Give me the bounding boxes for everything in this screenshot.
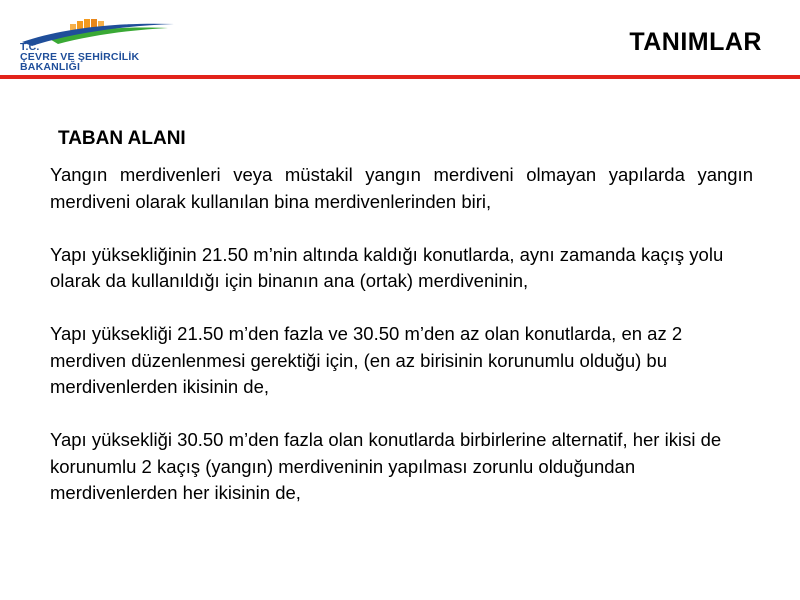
section-heading: TABAN ALANI	[58, 128, 186, 149]
ministry-name	[20, 42, 139, 72]
logo-line-1: T.C.	[20, 41, 40, 53]
logo-line-2: ÇEVRE VE ŞEHİRCİLİK	[20, 51, 140, 63]
title-divider	[0, 75, 800, 79]
page-title: TANIMLAR	[629, 28, 762, 56]
logo-line-3: BAKANLIĞI	[20, 61, 81, 73]
paragraph-1: Yangın merdivenleri veya müstakil yangın merdiveni olmayan yapılarda yangın merdiveni olarak kullanılan bina merdivenlerinden biri,	[50, 164, 753, 212]
ministry-logo	[18, 16, 178, 76]
definition-body	[50, 162, 753, 533]
paragraph-3: Yapı yüksekliği 21.50 m’den fazla ve 30.50 m’den az olan konutlarda, en az 2 merdiven düzenlenmesi gerektiği için, (en az birisinin korunumlu olduğu) bu merdivenlerden ikisinin de,	[50, 323, 683, 397]
paragraph-4: Yapı yüksekliği 30.50 m’den fazla olan konutlarda birbirlerine alternatif, her ikisi de korunumlu 2 kaçış (yangın) merdiveninin yapılması zorunlu olduğundan merdivenlerden her ikisinin de,	[50, 429, 722, 503]
paragraph-2: Yapı yüksekliğinin 21.50 m’nin altında kaldığı konutlarda, aynı zamanda kaçış yolu olarak da kullanıldığı için binanın ana (ortak) merdiveninin,	[50, 243, 724, 291]
